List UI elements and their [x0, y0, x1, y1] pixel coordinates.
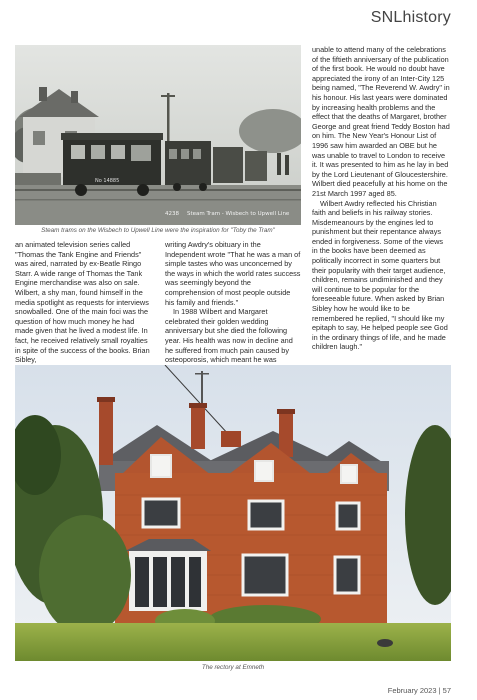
photo-sign-text: Steam Tram - Wisbech to Upwell Line — [187, 211, 290, 217]
rectory-photo — [15, 365, 451, 661]
rectory-caption: The rectory at Emneth — [201, 664, 265, 671]
article-paragraph: Wilbert Awdry reflected his Christian faith and beliefs in his railway stories. Misdemeanours by the engines led to punishment but their repentance always ended in forgiveness. Some of the views in the books have been deemed as politically incorrect in some quarters but their popularity with their target audience, children, remains undiminished and they will continue to be popular for the foreseeable future. When asked by Brian Sibley how he would like to be remembered he replied, "I should like my epitaph to say, He helped people see God in the ordinary things of life, and he made children laugh." — [312, 198, 448, 352]
tram-number-label: No 14885 — [95, 178, 120, 184]
steam-tram-photo — [15, 45, 301, 225]
rectory-illustration — [15, 365, 451, 661]
magazine-section-brand — [371, 9, 451, 27]
brand-suffix: history — [402, 9, 451, 26]
article-column-2 — [165, 240, 301, 365]
page-footer: February 2023 | 57 — [387, 686, 451, 695]
article-column-1 — [15, 240, 151, 365]
steam-tram-caption: Steam trams on the Wisbech to Upwell Line were the inspiration for "Toby the Tram" — [41, 227, 275, 234]
article-paragraph: In 1988 Wilbert and Margaret celebrated their golden wedding anniversary but she died the following year. His health was now in decline and he suffered from much pain caused by osteoporosis, which meant he was — [165, 307, 293, 365]
brand-prefix: SNL — [370, 9, 403, 26]
article-paragraph: an animated television series called "Thomas the Tank Engine and Friends" was aired, narrated by ex-Beatle Ringo Starr. A wide range of Thomas the Tank Engine merchandise was also on sale. Wilbert, a shy man, found himself in the media spotlight as requests for interviews snowballed. One of the main foci was the question of how much money he had made given that he lived a modest life. In fact, he received relatively small royalties in spite of the success of the books. Brian Sibley, — [15, 240, 150, 365]
article-paragraph: unable to attend many of the celebrations of the fiftieth anniversary of the publication of the first book. He would no doubt have appreciated the irony of an Inter-City 125 being named, "The Reverend W. Awdry" in his honour. His last years were dominated by increasing health problems and the effect that the deaths of Margaret, brother George and great friend Teddy Boston had on him. The New Year's Honour List of 1996 saw him awarded an OBE but he was unable to travel to London to receive it. It was presented to him as he lay in bed by the Lord Lieutenant of Gloucestershire. Wilbert died peacefully at his home on the 21st March 1997 aged 85. — [312, 45, 450, 198]
photo-plate-number: 4238 — [165, 211, 179, 217]
article-column-3 — [312, 45, 450, 352]
steam-tram-illustration — [15, 45, 301, 225]
article-paragraph: writing Awdry's obituary in the Independent wrote "That he was a man of simple tastes who was unconcerned by the ways in which the world rates success was seemingly beyond the comprehension of most people outside his family and friends." — [165, 240, 301, 307]
